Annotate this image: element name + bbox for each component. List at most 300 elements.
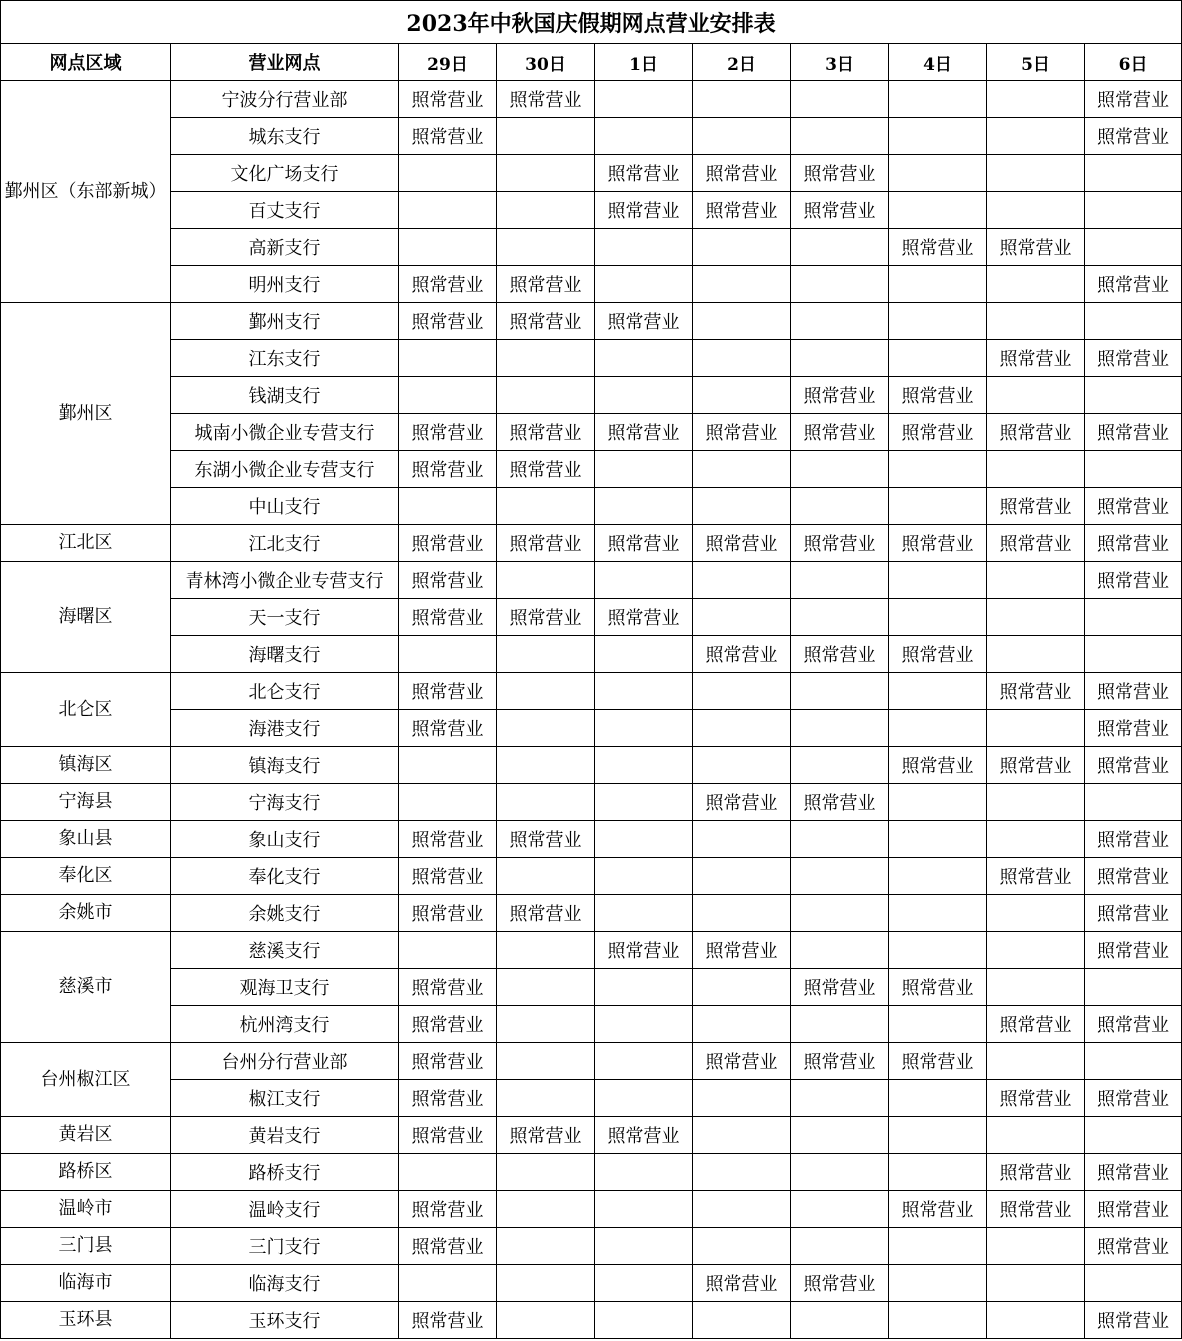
header-date: 30日 (497, 44, 595, 81)
status-cell (595, 747, 693, 784)
status-cell: 照常营业 (1085, 821, 1182, 858)
table-row (1, 1080, 1182, 1117)
status-cell (595, 1191, 693, 1228)
status-cell (399, 932, 497, 969)
status-cell: 照常营业 (399, 1117, 497, 1154)
branch-cell: 杭州湾支行 (171, 1006, 399, 1043)
region-cell: 三门县 (1, 1228, 171, 1265)
status-cell (987, 932, 1085, 969)
status-cell: 照常营业 (987, 1006, 1085, 1043)
status-cell (1085, 1043, 1182, 1080)
status-cell (399, 229, 497, 266)
status-cell (399, 192, 497, 229)
header-date: 3日 (791, 44, 889, 81)
status-cell: 照常营业 (987, 1154, 1085, 1191)
header-date: 1日 (595, 44, 693, 81)
branch-cell: 象山支行 (171, 821, 399, 858)
status-cell (595, 1228, 693, 1265)
status-cell: 照常营业 (399, 1043, 497, 1080)
status-cell (399, 784, 497, 821)
table-row (1, 377, 1182, 414)
region-cell: 温岭市 (1, 1191, 171, 1228)
status-cell (693, 710, 791, 747)
status-cell: 照常营业 (1085, 1006, 1182, 1043)
status-cell: 照常营业 (1085, 1302, 1182, 1339)
status-cell (791, 81, 889, 118)
status-cell: 照常营业 (1085, 414, 1182, 451)
status-cell: 照常营业 (595, 932, 693, 969)
status-cell: 照常营业 (987, 1080, 1085, 1117)
status-cell: 照常营业 (497, 303, 595, 340)
status-cell: 照常营业 (497, 599, 595, 636)
status-cell (889, 1302, 987, 1339)
branch-cell: 中山支行 (171, 488, 399, 525)
status-cell (693, 229, 791, 266)
status-cell: 照常营业 (497, 414, 595, 451)
status-cell (693, 747, 791, 784)
status-cell (693, 377, 791, 414)
status-cell: 照常营业 (987, 747, 1085, 784)
status-cell (987, 155, 1085, 192)
status-cell (399, 155, 497, 192)
status-cell: 照常营业 (399, 118, 497, 155)
status-cell (791, 229, 889, 266)
region-cell: 慈溪市 (1, 932, 171, 1043)
status-cell (889, 932, 987, 969)
table-body (1, 81, 1182, 1339)
status-cell (693, 1117, 791, 1154)
status-cell (987, 562, 1085, 599)
status-cell (595, 1265, 693, 1302)
status-cell (987, 821, 1085, 858)
status-cell (1085, 155, 1182, 192)
status-cell (693, 858, 791, 895)
branch-cell: 玉环支行 (171, 1302, 399, 1339)
table-row (1, 229, 1182, 266)
status-cell (1085, 599, 1182, 636)
status-cell: 照常营业 (399, 562, 497, 599)
status-cell (889, 118, 987, 155)
status-cell (889, 303, 987, 340)
table-row (1, 747, 1182, 784)
status-cell (497, 1006, 595, 1043)
table-row (1, 525, 1182, 562)
status-cell (889, 1228, 987, 1265)
branch-cell: 余姚支行 (171, 895, 399, 932)
status-cell (1085, 377, 1182, 414)
status-cell (987, 1265, 1085, 1302)
status-cell (497, 784, 595, 821)
status-cell: 照常营业 (399, 1228, 497, 1265)
branch-cell: 镇海支行 (171, 747, 399, 784)
region-cell: 江北区 (1, 525, 171, 562)
status-cell: 照常营业 (1085, 1191, 1182, 1228)
region-cell: 宁海县 (1, 784, 171, 821)
status-cell: 照常营业 (791, 784, 889, 821)
status-cell (693, 1191, 791, 1228)
status-cell (497, 1154, 595, 1191)
page-title: 2023年中秋国庆假期网点营业安排表 (1, 1, 1182, 44)
table-row (1, 414, 1182, 451)
status-cell: 照常营业 (497, 266, 595, 303)
status-cell (1085, 784, 1182, 821)
status-cell (1085, 192, 1182, 229)
status-cell (497, 710, 595, 747)
status-cell: 照常营业 (987, 858, 1085, 895)
header-date: 29日 (399, 44, 497, 81)
status-cell: 照常营业 (1085, 266, 1182, 303)
status-cell (693, 81, 791, 118)
branch-cell: 城南小微企业专营支行 (171, 414, 399, 451)
table-row (1, 821, 1182, 858)
status-cell: 照常营业 (693, 784, 791, 821)
branch-cell: 明州支行 (171, 266, 399, 303)
status-cell: 照常营业 (399, 1080, 497, 1117)
status-cell: 照常营业 (1085, 340, 1182, 377)
status-cell (889, 488, 987, 525)
status-cell (889, 858, 987, 895)
status-cell (497, 118, 595, 155)
status-cell (497, 858, 595, 895)
status-cell (987, 784, 1085, 821)
table-row (1, 858, 1182, 895)
table-row (1, 81, 1182, 118)
table-row (1, 340, 1182, 377)
status-cell (791, 118, 889, 155)
status-cell: 照常营业 (791, 1265, 889, 1302)
status-cell (791, 895, 889, 932)
table-row (1, 1302, 1182, 1339)
branch-cell: 三门支行 (171, 1228, 399, 1265)
status-cell (595, 1006, 693, 1043)
status-cell: 照常营业 (791, 155, 889, 192)
status-cell: 照常营业 (693, 932, 791, 969)
status-cell (987, 377, 1085, 414)
table-row (1, 562, 1182, 599)
table-row (1, 784, 1182, 821)
table-row (1, 895, 1182, 932)
status-cell (889, 1006, 987, 1043)
status-cell (693, 969, 791, 1006)
branch-cell: 观海卫支行 (171, 969, 399, 1006)
status-cell: 照常营业 (1085, 673, 1182, 710)
status-cell: 照常营业 (791, 636, 889, 673)
status-cell: 照常营业 (791, 414, 889, 451)
status-cell (1085, 451, 1182, 488)
status-cell (693, 1080, 791, 1117)
branch-cell: 北仑支行 (171, 673, 399, 710)
status-cell: 照常营业 (399, 525, 497, 562)
table-row (1, 969, 1182, 1006)
status-cell (693, 1302, 791, 1339)
table-row (1, 118, 1182, 155)
status-cell: 照常营业 (1085, 1080, 1182, 1117)
branch-cell: 鄞州支行 (171, 303, 399, 340)
status-cell (595, 821, 693, 858)
status-cell: 照常营业 (791, 525, 889, 562)
status-cell: 照常营业 (1085, 747, 1182, 784)
header-region: 网点区域 (1, 44, 171, 81)
status-cell: 照常营业 (1085, 858, 1182, 895)
status-cell (987, 1302, 1085, 1339)
table-row (1, 1154, 1182, 1191)
header-date: 6日 (1085, 44, 1182, 81)
status-cell: 照常营业 (595, 414, 693, 451)
status-cell: 照常营业 (987, 488, 1085, 525)
table-row (1, 155, 1182, 192)
status-cell (693, 451, 791, 488)
status-cell (889, 673, 987, 710)
status-cell (595, 636, 693, 673)
status-cell: 照常营业 (399, 821, 497, 858)
table-row (1, 710, 1182, 747)
table-row (1, 1265, 1182, 1302)
status-cell (791, 1154, 889, 1191)
status-cell: 照常营业 (595, 1117, 693, 1154)
status-cell: 照常营业 (497, 81, 595, 118)
table-row (1, 1043, 1182, 1080)
status-cell: 照常营业 (889, 969, 987, 1006)
status-cell (595, 1154, 693, 1191)
status-cell (987, 599, 1085, 636)
status-cell: 照常营业 (497, 895, 595, 932)
table-row (1, 303, 1182, 340)
status-cell (595, 858, 693, 895)
status-cell (595, 895, 693, 932)
branch-cell: 临海支行 (171, 1265, 399, 1302)
status-cell (497, 1043, 595, 1080)
status-cell (1085, 303, 1182, 340)
branch-cell: 东湖小微企业专营支行 (171, 451, 399, 488)
status-cell (693, 895, 791, 932)
branch-cell: 百丈支行 (171, 192, 399, 229)
status-cell (595, 1302, 693, 1339)
region-cell: 玉环县 (1, 1302, 171, 1339)
status-cell (595, 1043, 693, 1080)
status-cell (987, 969, 1085, 1006)
status-cell (399, 488, 497, 525)
branch-cell: 海港支行 (171, 710, 399, 747)
status-cell (595, 266, 693, 303)
branch-cell: 青林湾小微企业专营支行 (171, 562, 399, 599)
table-row (1, 932, 1182, 969)
status-cell: 照常营业 (1085, 1154, 1182, 1191)
branch-cell: 路桥支行 (171, 1154, 399, 1191)
status-cell: 照常营业 (399, 858, 497, 895)
status-cell (497, 340, 595, 377)
status-cell (497, 229, 595, 266)
status-cell: 照常营业 (889, 414, 987, 451)
status-cell (987, 710, 1085, 747)
status-cell (399, 377, 497, 414)
status-cell (399, 747, 497, 784)
header-date: 2日 (693, 44, 791, 81)
status-cell: 照常营业 (693, 636, 791, 673)
status-cell (497, 636, 595, 673)
status-cell (497, 1191, 595, 1228)
status-cell (791, 451, 889, 488)
status-cell (693, 1006, 791, 1043)
status-cell: 照常营业 (497, 451, 595, 488)
status-cell (497, 377, 595, 414)
status-cell: 照常营业 (987, 673, 1085, 710)
status-cell (791, 747, 889, 784)
status-cell (595, 562, 693, 599)
status-cell (693, 340, 791, 377)
header-date: 4日 (889, 44, 987, 81)
status-cell (693, 303, 791, 340)
status-cell (889, 451, 987, 488)
status-cell: 照常营业 (1085, 118, 1182, 155)
title-row (1, 1, 1182, 44)
status-cell (889, 192, 987, 229)
region-cell: 象山县 (1, 821, 171, 858)
status-cell (889, 895, 987, 932)
status-cell (889, 784, 987, 821)
status-cell: 照常营业 (987, 229, 1085, 266)
region-cell: 临海市 (1, 1265, 171, 1302)
status-cell (693, 562, 791, 599)
status-cell (791, 562, 889, 599)
status-cell (987, 1043, 1085, 1080)
branch-cell: 慈溪支行 (171, 932, 399, 969)
status-cell (497, 1265, 595, 1302)
status-cell: 照常营业 (693, 414, 791, 451)
status-cell (987, 118, 1085, 155)
status-cell (791, 673, 889, 710)
status-cell (693, 1228, 791, 1265)
status-cell (791, 1080, 889, 1117)
status-cell (497, 673, 595, 710)
status-cell (595, 229, 693, 266)
status-cell: 照常营业 (399, 266, 497, 303)
status-cell (791, 932, 889, 969)
status-cell: 照常营业 (595, 192, 693, 229)
status-cell: 照常营业 (987, 1191, 1085, 1228)
status-cell (595, 377, 693, 414)
status-cell (1085, 1117, 1182, 1154)
table-row (1, 192, 1182, 229)
status-cell: 照常营业 (693, 1043, 791, 1080)
status-cell (791, 1006, 889, 1043)
status-cell: 照常营业 (889, 377, 987, 414)
status-cell (987, 192, 1085, 229)
status-cell: 照常营业 (1085, 488, 1182, 525)
status-cell (889, 266, 987, 303)
status-cell (791, 858, 889, 895)
region-cell: 余姚市 (1, 895, 171, 932)
status-cell: 照常营业 (595, 303, 693, 340)
status-cell (889, 155, 987, 192)
status-cell (889, 1154, 987, 1191)
status-cell: 照常营业 (497, 525, 595, 562)
header-branch: 营业网点 (171, 44, 399, 81)
status-cell (791, 1191, 889, 1228)
status-cell (693, 821, 791, 858)
table-row (1, 1006, 1182, 1043)
status-cell: 照常营业 (791, 969, 889, 1006)
status-cell: 照常营业 (693, 192, 791, 229)
status-cell (497, 932, 595, 969)
table-row (1, 636, 1182, 673)
status-cell (693, 488, 791, 525)
status-cell (693, 673, 791, 710)
status-cell (595, 451, 693, 488)
status-cell: 照常营业 (399, 451, 497, 488)
region-cell: 海曙区 (1, 562, 171, 673)
status-cell (595, 81, 693, 118)
table-row (1, 673, 1182, 710)
status-cell: 照常营业 (1085, 932, 1182, 969)
status-cell (987, 81, 1085, 118)
status-cell: 照常营业 (791, 377, 889, 414)
status-cell: 照常营业 (987, 414, 1085, 451)
status-cell (595, 488, 693, 525)
table-row (1, 1191, 1182, 1228)
region-cell: 黄岩区 (1, 1117, 171, 1154)
branch-cell: 天一支行 (171, 599, 399, 636)
status-cell (399, 1154, 497, 1191)
status-cell: 照常营业 (987, 525, 1085, 562)
status-cell: 照常营业 (399, 1006, 497, 1043)
status-cell (595, 1080, 693, 1117)
status-cell: 照常营业 (497, 821, 595, 858)
status-cell (1085, 636, 1182, 673)
status-cell (791, 266, 889, 303)
status-cell (987, 1117, 1085, 1154)
status-cell: 照常营业 (987, 340, 1085, 377)
status-cell (497, 1080, 595, 1117)
status-cell: 照常营业 (399, 969, 497, 1006)
status-cell (791, 488, 889, 525)
branch-cell: 海曙支行 (171, 636, 399, 673)
status-cell (693, 599, 791, 636)
status-cell (987, 451, 1085, 488)
status-cell (497, 969, 595, 1006)
status-cell: 照常营业 (497, 1117, 595, 1154)
table-row (1, 599, 1182, 636)
status-cell: 照常营业 (1085, 525, 1182, 562)
status-cell (1085, 969, 1182, 1006)
status-cell (595, 673, 693, 710)
status-cell: 照常营业 (1085, 1228, 1182, 1265)
status-cell: 照常营业 (399, 303, 497, 340)
status-cell: 照常营业 (399, 1191, 497, 1228)
status-cell: 照常营业 (693, 525, 791, 562)
status-cell (497, 155, 595, 192)
status-cell: 照常营业 (693, 1265, 791, 1302)
status-cell: 照常营业 (399, 81, 497, 118)
status-cell (595, 340, 693, 377)
status-cell (497, 1302, 595, 1339)
status-cell: 照常营业 (399, 673, 497, 710)
region-cell: 台州椒江区 (1, 1043, 171, 1117)
status-cell (791, 710, 889, 747)
status-cell (889, 710, 987, 747)
branch-cell: 江北支行 (171, 525, 399, 562)
status-cell (791, 303, 889, 340)
status-cell (1085, 1265, 1182, 1302)
status-cell (889, 562, 987, 599)
status-cell (889, 1265, 987, 1302)
table-row (1, 488, 1182, 525)
status-cell (595, 710, 693, 747)
status-cell (595, 969, 693, 1006)
branch-cell: 文化广场支行 (171, 155, 399, 192)
status-cell (399, 636, 497, 673)
status-cell (791, 599, 889, 636)
region-cell: 镇海区 (1, 747, 171, 784)
